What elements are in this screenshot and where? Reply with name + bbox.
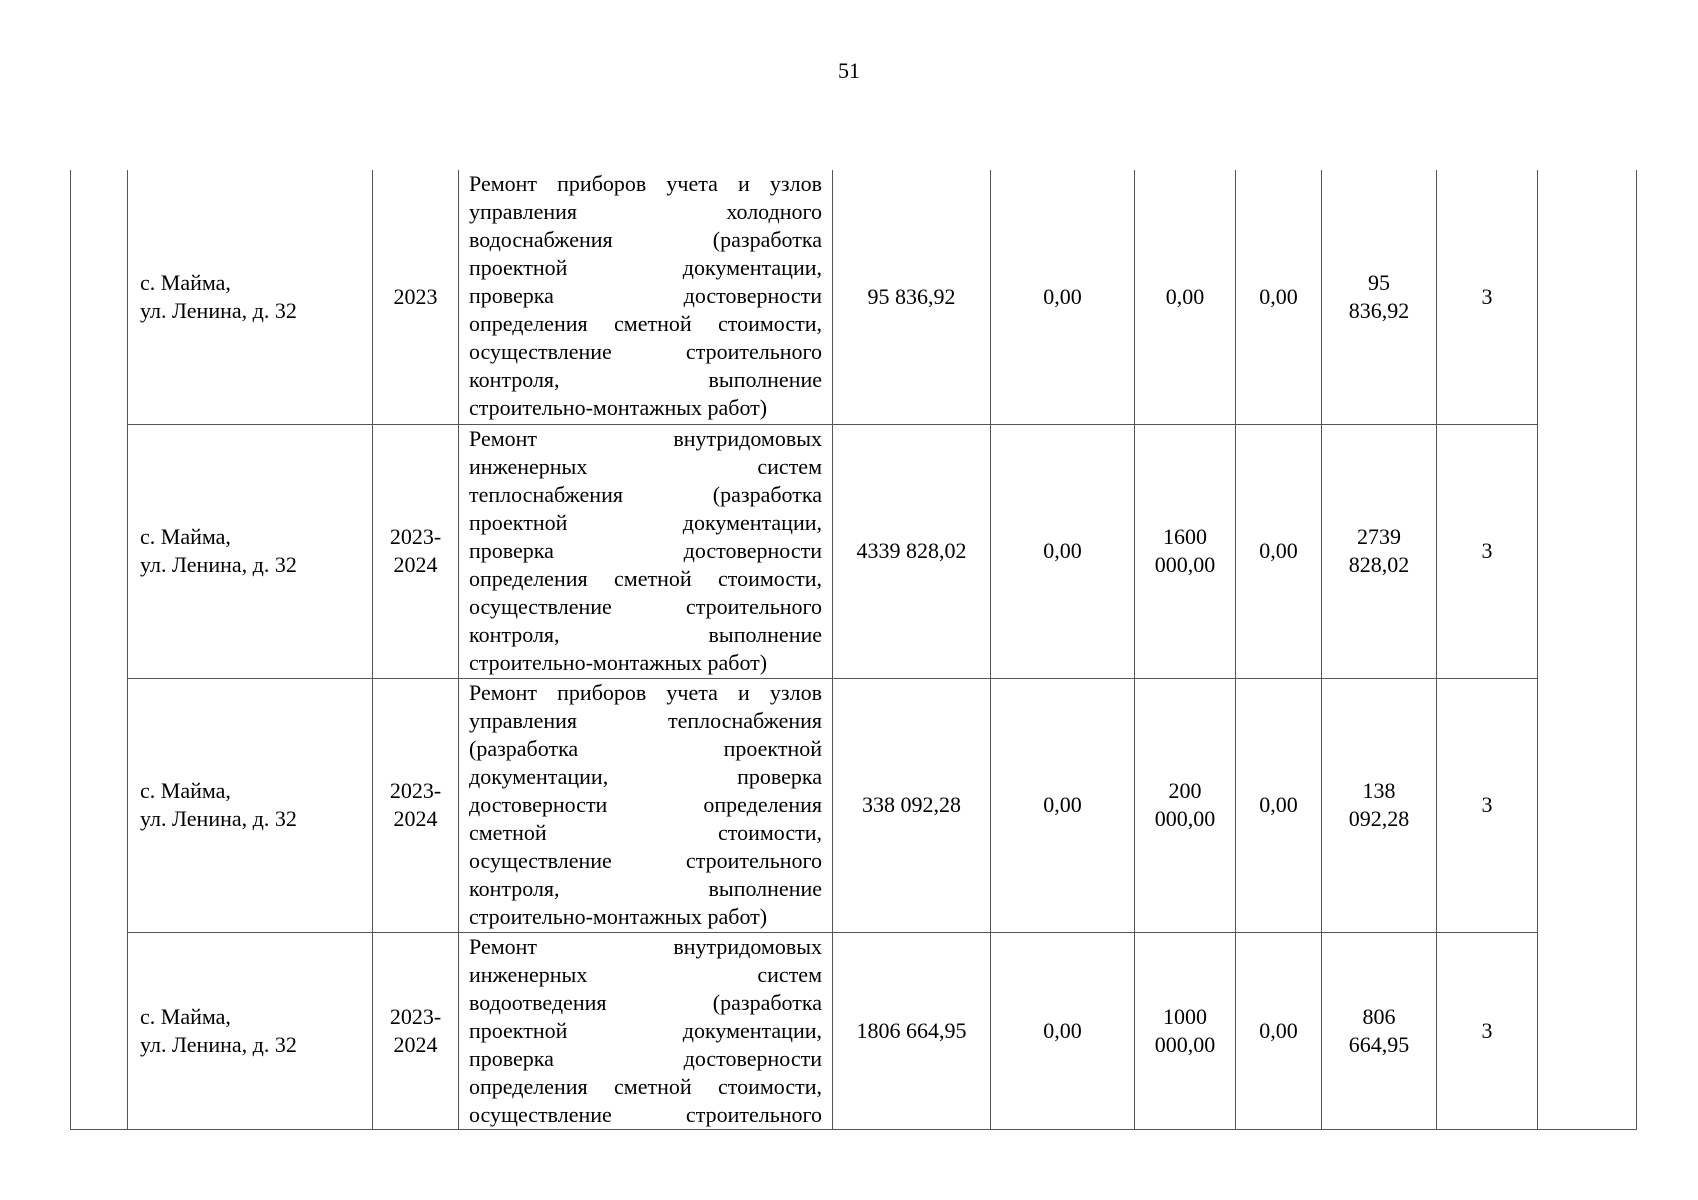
funding-d-line: 806 [1362, 1003, 1396, 1029]
description-line: контроля, выполнение [469, 621, 822, 647]
description-cell [459, 678, 833, 932]
description-line: осуществление строительного [469, 593, 822, 619]
description-line: водоснабжения (разработка [469, 227, 822, 252]
funding-a-line: 0,00 [1043, 1017, 1082, 1043]
table-row [71, 678, 1637, 932]
funding-d-line: 836,92 [1348, 297, 1410, 323]
funding-d-cell [1322, 170, 1437, 424]
funding-d-cell [1322, 678, 1437, 932]
description-line: проверка достоверности [469, 537, 822, 563]
funding-d-line: 95 [1368, 269, 1390, 295]
funding-c-cell [1236, 424, 1322, 678]
funding-a-line: 0,00 [1043, 792, 1082, 817]
total-cost-cell: 1806 664,95 [833, 932, 991, 1129]
description-line: (разработка проектной [469, 735, 822, 761]
years-cell [373, 678, 459, 932]
description-line: проектной документации, [469, 255, 822, 280]
description-line: документации, проверка [469, 763, 822, 789]
funding-b-cell [1135, 170, 1236, 424]
funding-d-cell [1322, 932, 1437, 1129]
row-number-cell [71, 170, 128, 1129]
address-line: с. Майма, [140, 1003, 231, 1029]
description-line: проектной документации, [469, 1017, 822, 1043]
years-line: 2024 [393, 806, 438, 831]
funding-d-line: 138 [1362, 778, 1396, 803]
funding-b-line: 1600 [1163, 524, 1207, 549]
description-line: строительно-монтажных работ) [469, 649, 768, 675]
years-line: 2023 [393, 283, 438, 309]
funding-a-line: 0,00 [1043, 283, 1082, 309]
description-line: Ремонт приборов учета и узлов [469, 679, 822, 705]
funding-a-cell [991, 678, 1135, 932]
funding-c-cell [1236, 170, 1322, 424]
description-line: определения сметной стоимости, [469, 1073, 822, 1099]
description-line: контроля, выполнение [469, 875, 822, 901]
description-line: теплоснабжения (разработка [469, 481, 822, 507]
funding-b-cell [1135, 424, 1236, 678]
address-line: ул. Ленина, д. 32 [140, 297, 297, 323]
years-cell [373, 170, 459, 424]
funding-b-line: 000,00 [1154, 552, 1216, 577]
funding-c-line: 0,00 [1259, 1017, 1298, 1043]
description-line: водоотведения (разработка [469, 989, 822, 1015]
address-line: ул. Ленина, д. 32 [140, 552, 297, 577]
funding-b-cell [1135, 678, 1236, 932]
years-line: 2023- [389, 778, 442, 803]
funding-d-line: 2739 [1357, 524, 1401, 549]
work-items-table [70, 170, 1637, 1130]
funding-d-line: 092,28 [1348, 806, 1410, 831]
address-line: ул. Ленина, д. 32 [140, 806, 297, 831]
funding-a-cell [991, 932, 1135, 1129]
description-cell [459, 170, 833, 424]
category-cell: 3 [1437, 170, 1538, 424]
description-cell [459, 932, 833, 1129]
funding-d-cell [1322, 424, 1437, 678]
address-cell [128, 170, 373, 424]
table-row [71, 424, 1637, 678]
description-line: проверка достоверности [469, 283, 822, 308]
description-line: строительно-монтажных работ) [469, 903, 768, 929]
funding-b-line: 0,00 [1165, 283, 1205, 309]
address-cell [128, 932, 373, 1129]
funding-b-line: 000,00 [1154, 1031, 1216, 1057]
funding-c-cell [1236, 678, 1322, 932]
funding-a-cell [991, 424, 1135, 678]
address-line: с. Майма, [140, 778, 231, 803]
category-cell: 3 [1437, 932, 1538, 1129]
address-line: ул. Ленина, д. 32 [140, 1031, 297, 1057]
years-line: 2024 [393, 552, 438, 577]
description-line: Ремонт приборов учета и узлов [469, 171, 822, 196]
description-line: Ремонт внутридомовых [469, 933, 822, 959]
category-cell: 3 [1437, 678, 1538, 932]
description-cell [459, 424, 833, 678]
description-line: определения сметной стоимости, [469, 311, 822, 336]
funding-c-line: 0,00 [1259, 283, 1298, 309]
years-line: 2023- [389, 1003, 442, 1029]
description-line: управления холодного [469, 199, 822, 224]
description-line: достоверности определения [469, 791, 822, 817]
funding-d-line: 664,95 [1348, 1031, 1410, 1057]
description-line: управления теплоснабжения [469, 707, 822, 733]
description-line: Ремонт внутридомовых [469, 425, 822, 451]
address-line: с. Майма, [140, 269, 231, 295]
table-row [71, 170, 1637, 424]
description-line: осуществление строительного [469, 847, 822, 873]
funding-b-line: 1000 [1163, 1003, 1207, 1029]
description-line: сметной стоимости, [469, 819, 822, 845]
description-line: определения сметной стоимости, [469, 565, 822, 591]
funding-a-cell [991, 170, 1135, 424]
total-cost-cell: 4339 828,02 [833, 424, 991, 678]
funding-d-line: 828,02 [1348, 552, 1410, 577]
description-line: осуществление строительного [469, 1101, 822, 1127]
description-line: осуществление строительного [469, 339, 822, 364]
address-cell [128, 424, 373, 678]
funding-c-line: 0,00 [1259, 538, 1298, 563]
total-cost-cell: 95 836,92 [833, 170, 991, 424]
years-cell [373, 424, 459, 678]
funding-c-line: 0,00 [1259, 792, 1298, 817]
description-line: инженерных систем [469, 453, 822, 479]
years-line: 2024 [393, 1031, 438, 1057]
table-sheet [70, 170, 1636, 1125]
address-cell [128, 678, 373, 932]
category-cell: 3 [1437, 424, 1538, 678]
funding-b-cell [1135, 932, 1236, 1129]
page-number: 51 [838, 58, 860, 83]
funding-a-line: 0,00 [1043, 538, 1082, 563]
description-line: проверка достоверности [469, 1045, 822, 1071]
table-body [71, 170, 1637, 1129]
description-line: строительно-монтажных работ) [469, 395, 768, 420]
total-cost-cell: 338 092,28 [833, 678, 991, 932]
years-cell [373, 932, 459, 1129]
funding-c-cell [1236, 932, 1322, 1129]
description-line: проектной документации, [469, 509, 822, 535]
description-line: контроля, выполнение [469, 367, 822, 392]
funding-b-line: 000,00 [1154, 806, 1216, 831]
funding-b-line: 200 [1168, 778, 1202, 803]
years-line: 2023- [389, 524, 442, 549]
address-line: с. Майма, [140, 524, 231, 549]
table-row [71, 932, 1637, 1129]
notes-cell [1538, 170, 1637, 1129]
description-line: инженерных систем [469, 961, 822, 987]
